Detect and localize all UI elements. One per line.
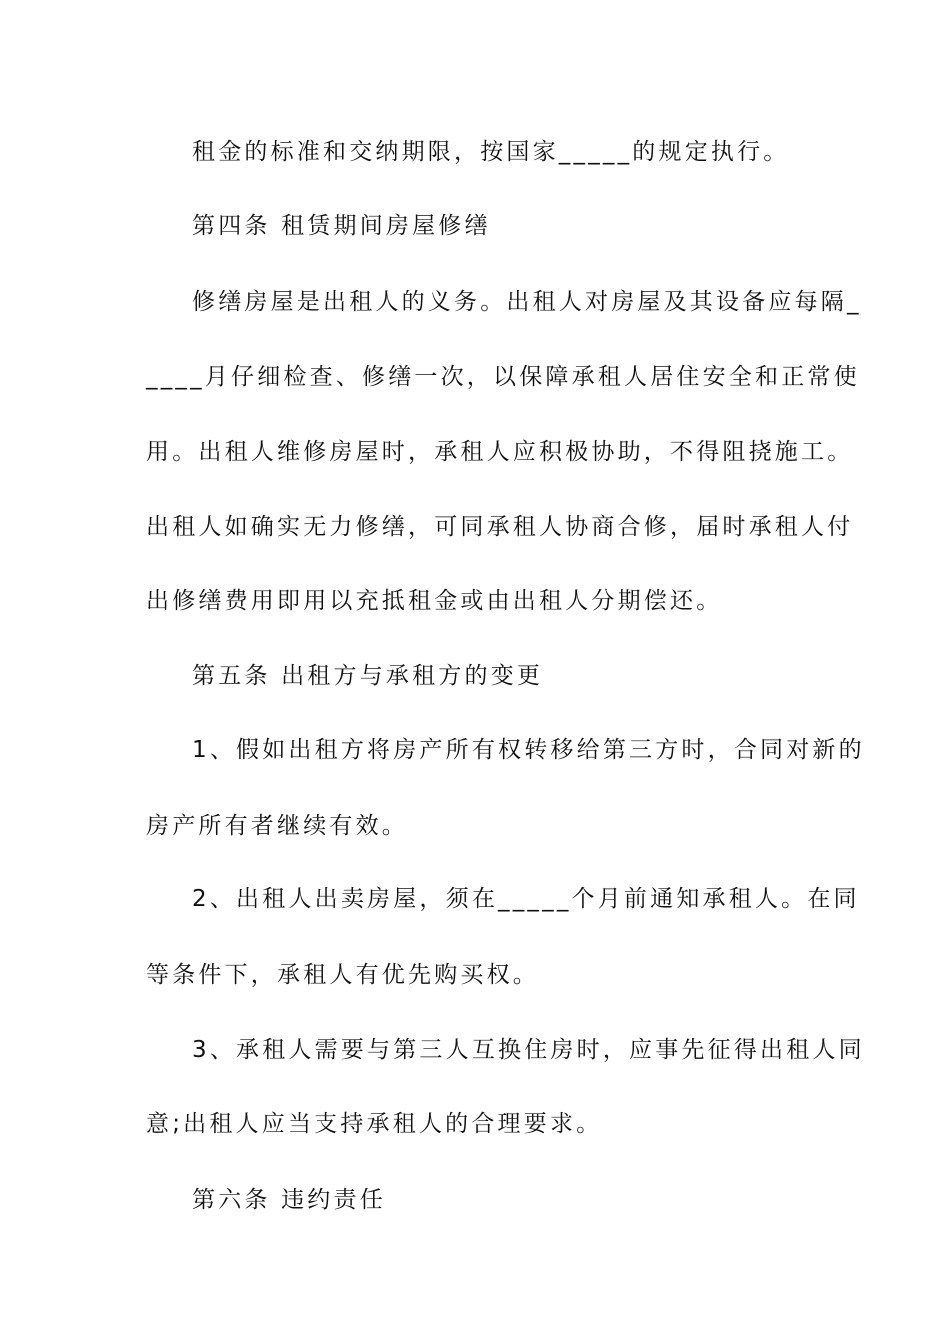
clause-2-line-1: 2、出租人出卖房屋，须在_____个月前通知承租人。在同	[192, 886, 860, 912]
article-4-heading: 第四条 租赁期间房屋修缮	[192, 213, 491, 239]
paragraph-repair-line-4: 出租人如确实无力修缮，可同承租人协商合修，届时承租人付	[146, 514, 854, 540]
paragraph-repair-line-2: ____月仔细检查、修缮一次，以保障承租人居住安全和正常使	[146, 364, 860, 390]
clause-1-line-1: 1、假如出租方将房产所有权转移给第三方时，合同对新的	[192, 737, 865, 763]
clause-3-line-1: 3、承租人需要与第三人互换住房时，应事先征得出租人同	[192, 1037, 865, 1063]
clause-3-line-2: 意;出租人应当支持承租人的合理要求。	[146, 1111, 603, 1137]
paragraph-rent-standard: 租金的标准和交纳期限，按国家_____的规定执行。	[192, 139, 790, 165]
article-5-heading: 第五条 出租方与承租方的变更	[192, 663, 544, 689]
clause-2-line-2: 等条件下，承租人有优先购买权。	[146, 962, 539, 988]
paragraph-repair-line-1: 修缮房屋是出租人的义务。出租人对房屋及其设备应每隔_	[192, 289, 862, 315]
paragraph-repair-line-5: 出修缮费用即用以充抵租金或由出租人分期偿还。	[146, 588, 723, 614]
clause-1-line-2: 房产所有者继续有效。	[146, 813, 408, 839]
paragraph-repair-line-3: 用。出租人维修房屋时，承租人应积极协助，不得阻挠施工。	[146, 439, 854, 465]
article-6-heading: 第六条 违约责任	[192, 1187, 386, 1213]
